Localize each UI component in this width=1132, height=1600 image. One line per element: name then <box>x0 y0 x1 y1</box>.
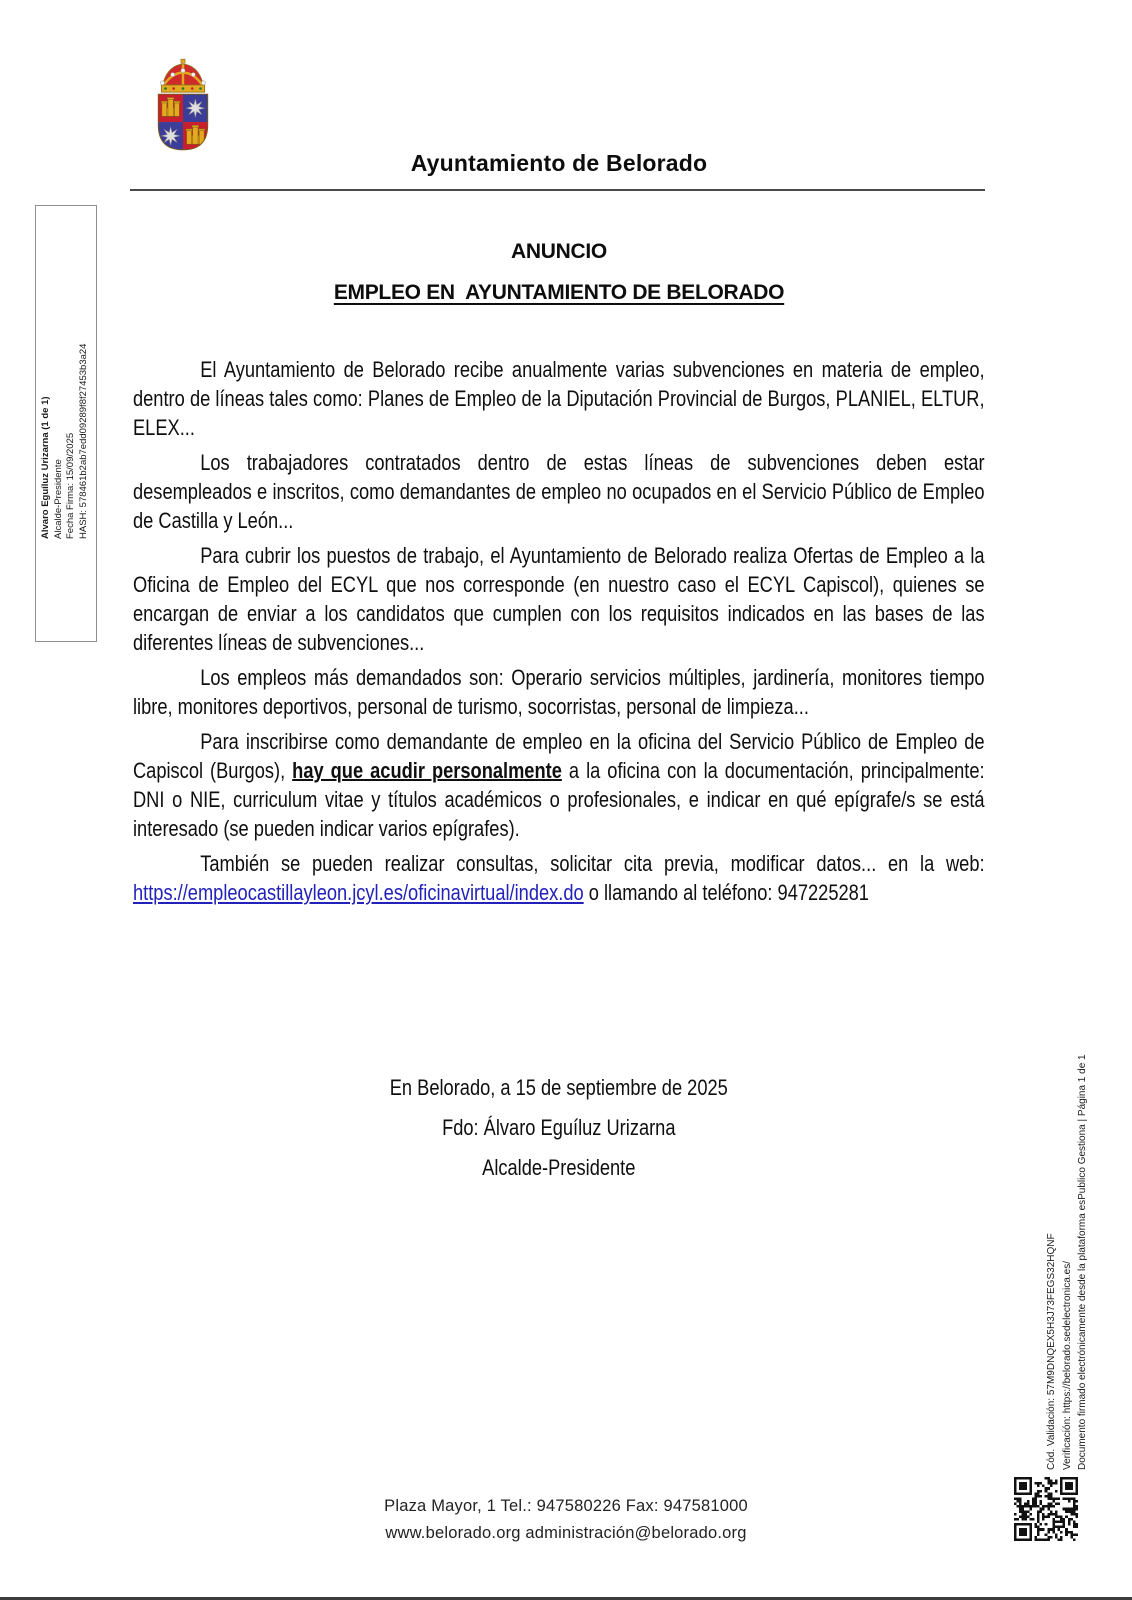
validation-code: Cód. Validación: 57M9DNQEX5H3J73FEGS32HQNF <box>1046 1233 1057 1470</box>
paragraph-6-end: o llamando al teléfono: 947225281 <box>583 880 869 905</box>
footer <box>0 1493 1132 1547</box>
coat-of-arms <box>149 53 217 153</box>
closing-signed-by: Fdo: Álvaro Eguíluz Urizarna <box>442 1115 676 1140</box>
signature-hash: HASH: 578461b2ab7edd09289f8f27453b3a24 <box>77 343 89 539</box>
verification-url: Verificación: https://belorado.sedelectronica.es/ <box>1061 1260 1073 1470</box>
closing-place-date: En Belorado, a 15 de septiembre de 2025 <box>389 1075 728 1100</box>
footer-address-phone: Plaza Mayor, 1 Tel.: 947580226 Fax: 947581000 <box>384 1497 748 1515</box>
employment-portal-link[interactable]: https://empleocastillayleon.jcyl.es/oficinavirtual/index.do <box>133 880 584 905</box>
paragraph-3: Para cubrir los puestos de trabajo, el Ayuntamiento de Belorado realiza Ofertas de Empleo a la Oficina de Empleo del ECYL que nos corresponde (en nuestro caso el ECYL Capiscol), quienes se encargan de enviar a los candidatos que cumplen con los requisitos indicados en las bases de las diferentes líneas de subvenciones... <box>133 543 985 655</box>
closing-block <box>133 1068 985 1188</box>
announcement-kicker: ANUNCIO <box>511 240 607 263</box>
paragraph-5-end: a la oficina con la documentación, principalmente: DNI o NIE, curriculum vitae y títulos académicos o profesionales, e indicar en qué epígrafe/s se está interesado (se pueden indicar varios epígrafes). <box>133 758 985 841</box>
signed-platform-note: Documento firmado electrónicamente desde la plataforma esPublico Gestiona | Página 1 de 1 <box>1077 1054 1088 1470</box>
header-divider <box>130 189 985 191</box>
paragraph-5 <box>133 727 985 843</box>
announcement-title-text: EMPLEO EN AYUNTAMIENTO DE BELORADO <box>333 281 785 304</box>
signer-role: Alcalde-Presidente <box>52 459 64 539</box>
announcement-title <box>133 281 985 305</box>
qr-code <box>1014 1477 1078 1541</box>
paragraph-2: Los trabajadores contratados dentro de estas líneas de subvenciones deben estar desempleados e inscritos, como demandantes de empleo no ocupados en el Servicio Público de Empleo de Castilla y León... <box>133 450 985 533</box>
page-title: Ayuntamiento de Belorado <box>410 150 708 176</box>
closing-signer-role: Alcalde-Presidente <box>482 1155 636 1180</box>
signature-stamp-box <box>35 205 97 642</box>
signature-stamp-text <box>36 206 98 643</box>
paragraph-5-emphasis: hay que acudir personalmente <box>292 758 562 783</box>
coat-of-arms-icon <box>149 53 217 153</box>
signer-name: Alvaro Eguíluz Urizarna (1 de 1) <box>40 396 51 539</box>
validation-sidebar <box>1044 985 1092 1470</box>
document-body <box>133 355 985 913</box>
paragraph-6-start: También se pueden realizar consultas, solicitar cita previa, modificar datos... en la web: <box>200 851 985 876</box>
paragraph-4: Los empleos más demandados son: Operario servicios múltiples, jardinería, monitores tiempo libre, monitores deportivos, personal de turismo, socorristas, personal de limpieza... <box>133 665 985 719</box>
paragraph-1: El Ayuntamiento de Belorado recibe anualmente varias subvenciones en materia de empleo, dentro de líneas tales como: Planes de Empleo de la Diputación Provincial de Burgos, PLANIEL, ELTUR, ELEX... <box>133 357 985 440</box>
qr-code-icon <box>1014 1477 1078 1541</box>
paragraph-5-start: Para inscribirse como demandante de empleo en la oficina del Servicio Público de Empleo de Capiscol (Burgos), <box>133 729 985 783</box>
signature-date: Fecha Firma: 15/09/2025 <box>65 432 76 539</box>
paragraph-6 <box>133 849 985 907</box>
footer-web-email: www.belorado.org administración@belorado.org <box>385 1524 747 1542</box>
